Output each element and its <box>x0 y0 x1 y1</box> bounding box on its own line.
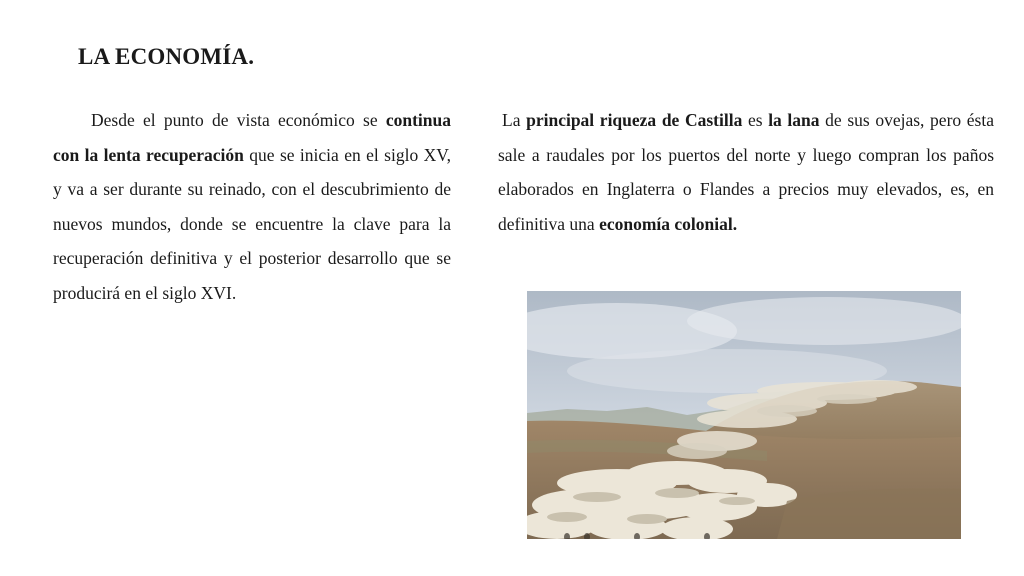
right-bold-2: la lana <box>768 110 820 130</box>
left-bold-1: continua con la lenta recuperación <box>53 110 451 165</box>
left-text-1: Desde el punto de vista económico se <box>91 110 386 130</box>
right-text-3: de sus ovejas, pero ésta sale a raudales por los puertos del norte y luego compran los paños elaborados en Inglaterra o Flandes a precios muy elevados, es, en definitiva una <box>498 110 994 234</box>
left-paragraph <box>53 103 451 310</box>
slide-title: LA ECONOMÍA. <box>78 44 255 69</box>
right-paragraph <box>498 103 994 241</box>
right-text-2: es <box>742 110 769 130</box>
sheep-flock-photo <box>527 291 961 539</box>
sheep-flock-illustration <box>527 291 961 539</box>
right-bold-1: principal riqueza de Castilla <box>526 110 743 130</box>
right-text-1: La <box>502 110 527 130</box>
right-bold-3: economía colonial. <box>599 213 738 234</box>
left-text-2: que se inicia en el siglo XV, y va a ser durante su reinado, con el descubrimiento de nuevos mundos, donde se encuentre la clave para la recuperación definitiva y el posterior desarrollo que se producirá en el siglo XVI. <box>53 144 451 303</box>
